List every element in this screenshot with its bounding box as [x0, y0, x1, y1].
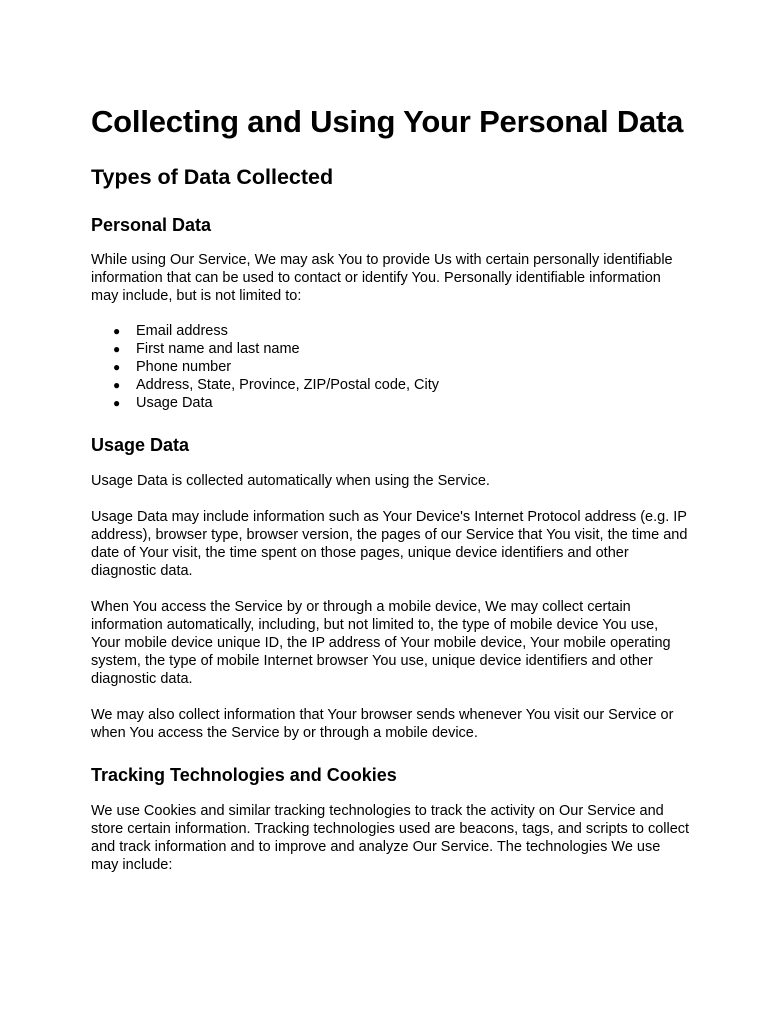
list-item: ● Phone number — [113, 359, 232, 375]
usage-data-paragraph-1: Usage Data is collected automatically when using the Service. — [91, 473, 490, 489]
bullet-icon: ● — [113, 378, 121, 392]
section-heading-types: Types of Data Collected — [91, 165, 334, 189]
tracking-paragraph-1: We use Cookies and similar tracking technologies to track the activity on Our Service and store certain information. Tracking technologies used are beacons, tags, and scripts to collect and track information and to improve and analyze Our Service. The technologies We use may include: — [91, 803, 690, 873]
subsection-heading-usage-data: Usage Data — [91, 435, 190, 455]
usage-data-paragraph-4: We may also collect information that Your browser sends whenever You visit our Service or when You access the Service by or through a mobile device. — [91, 707, 674, 741]
list-item: ● Email address — [113, 323, 228, 339]
bullet-icon: ● — [113, 324, 121, 338]
page-title: Collecting and Using Your Personal Data — [91, 104, 684, 139]
bullet-icon: ● — [113, 342, 121, 356]
list-item: ● Address, State, Province, ZIP/Postal code, City — [113, 377, 440, 393]
bullet-icon: ● — [113, 396, 121, 410]
subsection-heading-personal-data: Personal Data — [91, 215, 212, 235]
usage-data-paragraph-3: When You access the Service by or through a mobile device, We may collect certain information automatically, including, but not limited to, the type of mobile device You use, Your mobile device unique ID, the IP address of Your mobile device, Your mobile operating system, the type of mobile Internet browser You use, unique device identifiers and other diagnostic data. — [91, 599, 671, 687]
document-page — [91, 100, 691, 874]
list-item: ● First name and last name — [113, 341, 300, 357]
personal-data-intro: While using Our Service, We may ask You to provide Us with certain personally identifiable information that can be used to contact or identify You. Personally identifiable information may include, but is not limited to: — [91, 252, 673, 304]
personal-data-list — [91, 322, 691, 412]
bullet-icon: ● — [113, 360, 121, 374]
list-item: ● Usage Data — [113, 395, 213, 411]
subsection-heading-tracking: Tracking Technologies and Cookies — [91, 765, 397, 785]
usage-data-paragraph-2: Usage Data may include information such as Your Device's Internet Protocol address (e.g. IP address), browser type, browser version, the pages of our Service that You visit, the time and date of Your visit, the time spent on those pages, unique device identifiers and other diagnostic data. — [91, 509, 688, 579]
